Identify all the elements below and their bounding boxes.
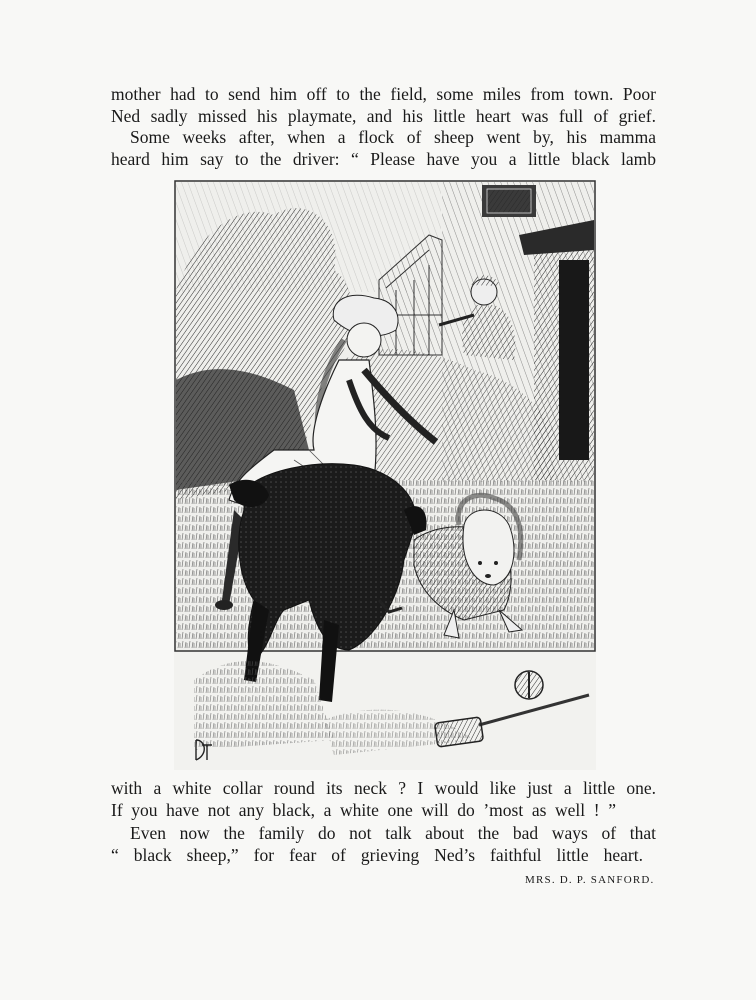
paragraph-line-7: Even now the family do not talk about the bad ways of that (130, 823, 656, 843)
paragraph-line-2: Ned sadly missed his playmate, and his little heart was full of grief. (111, 106, 656, 126)
paragraph-line-5: with a white collar round its neck ? I would like just a little one. (111, 778, 656, 798)
engraving-drawing (174, 180, 596, 770)
paragraph-line-1: mother had to send him off to the field, some miles from town. Poor (111, 84, 656, 104)
paragraph-line-6: If you have not any black, a white one will do ’most as well ! ” (111, 800, 616, 820)
paragraph-line-4: heard him say to the driver: “ Please have you a little black lamb (111, 149, 656, 169)
author-signature: MRS. D. P. SANFORD. (525, 874, 655, 886)
engraving-illustration (174, 180, 596, 770)
paragraph-line-8: “ black sheep,” for fear of grieving Ned’s faithful little heart. (111, 845, 643, 865)
paragraph-line-3: Some weeks after, when a flock of sheep went by, his mamma (130, 127, 656, 147)
